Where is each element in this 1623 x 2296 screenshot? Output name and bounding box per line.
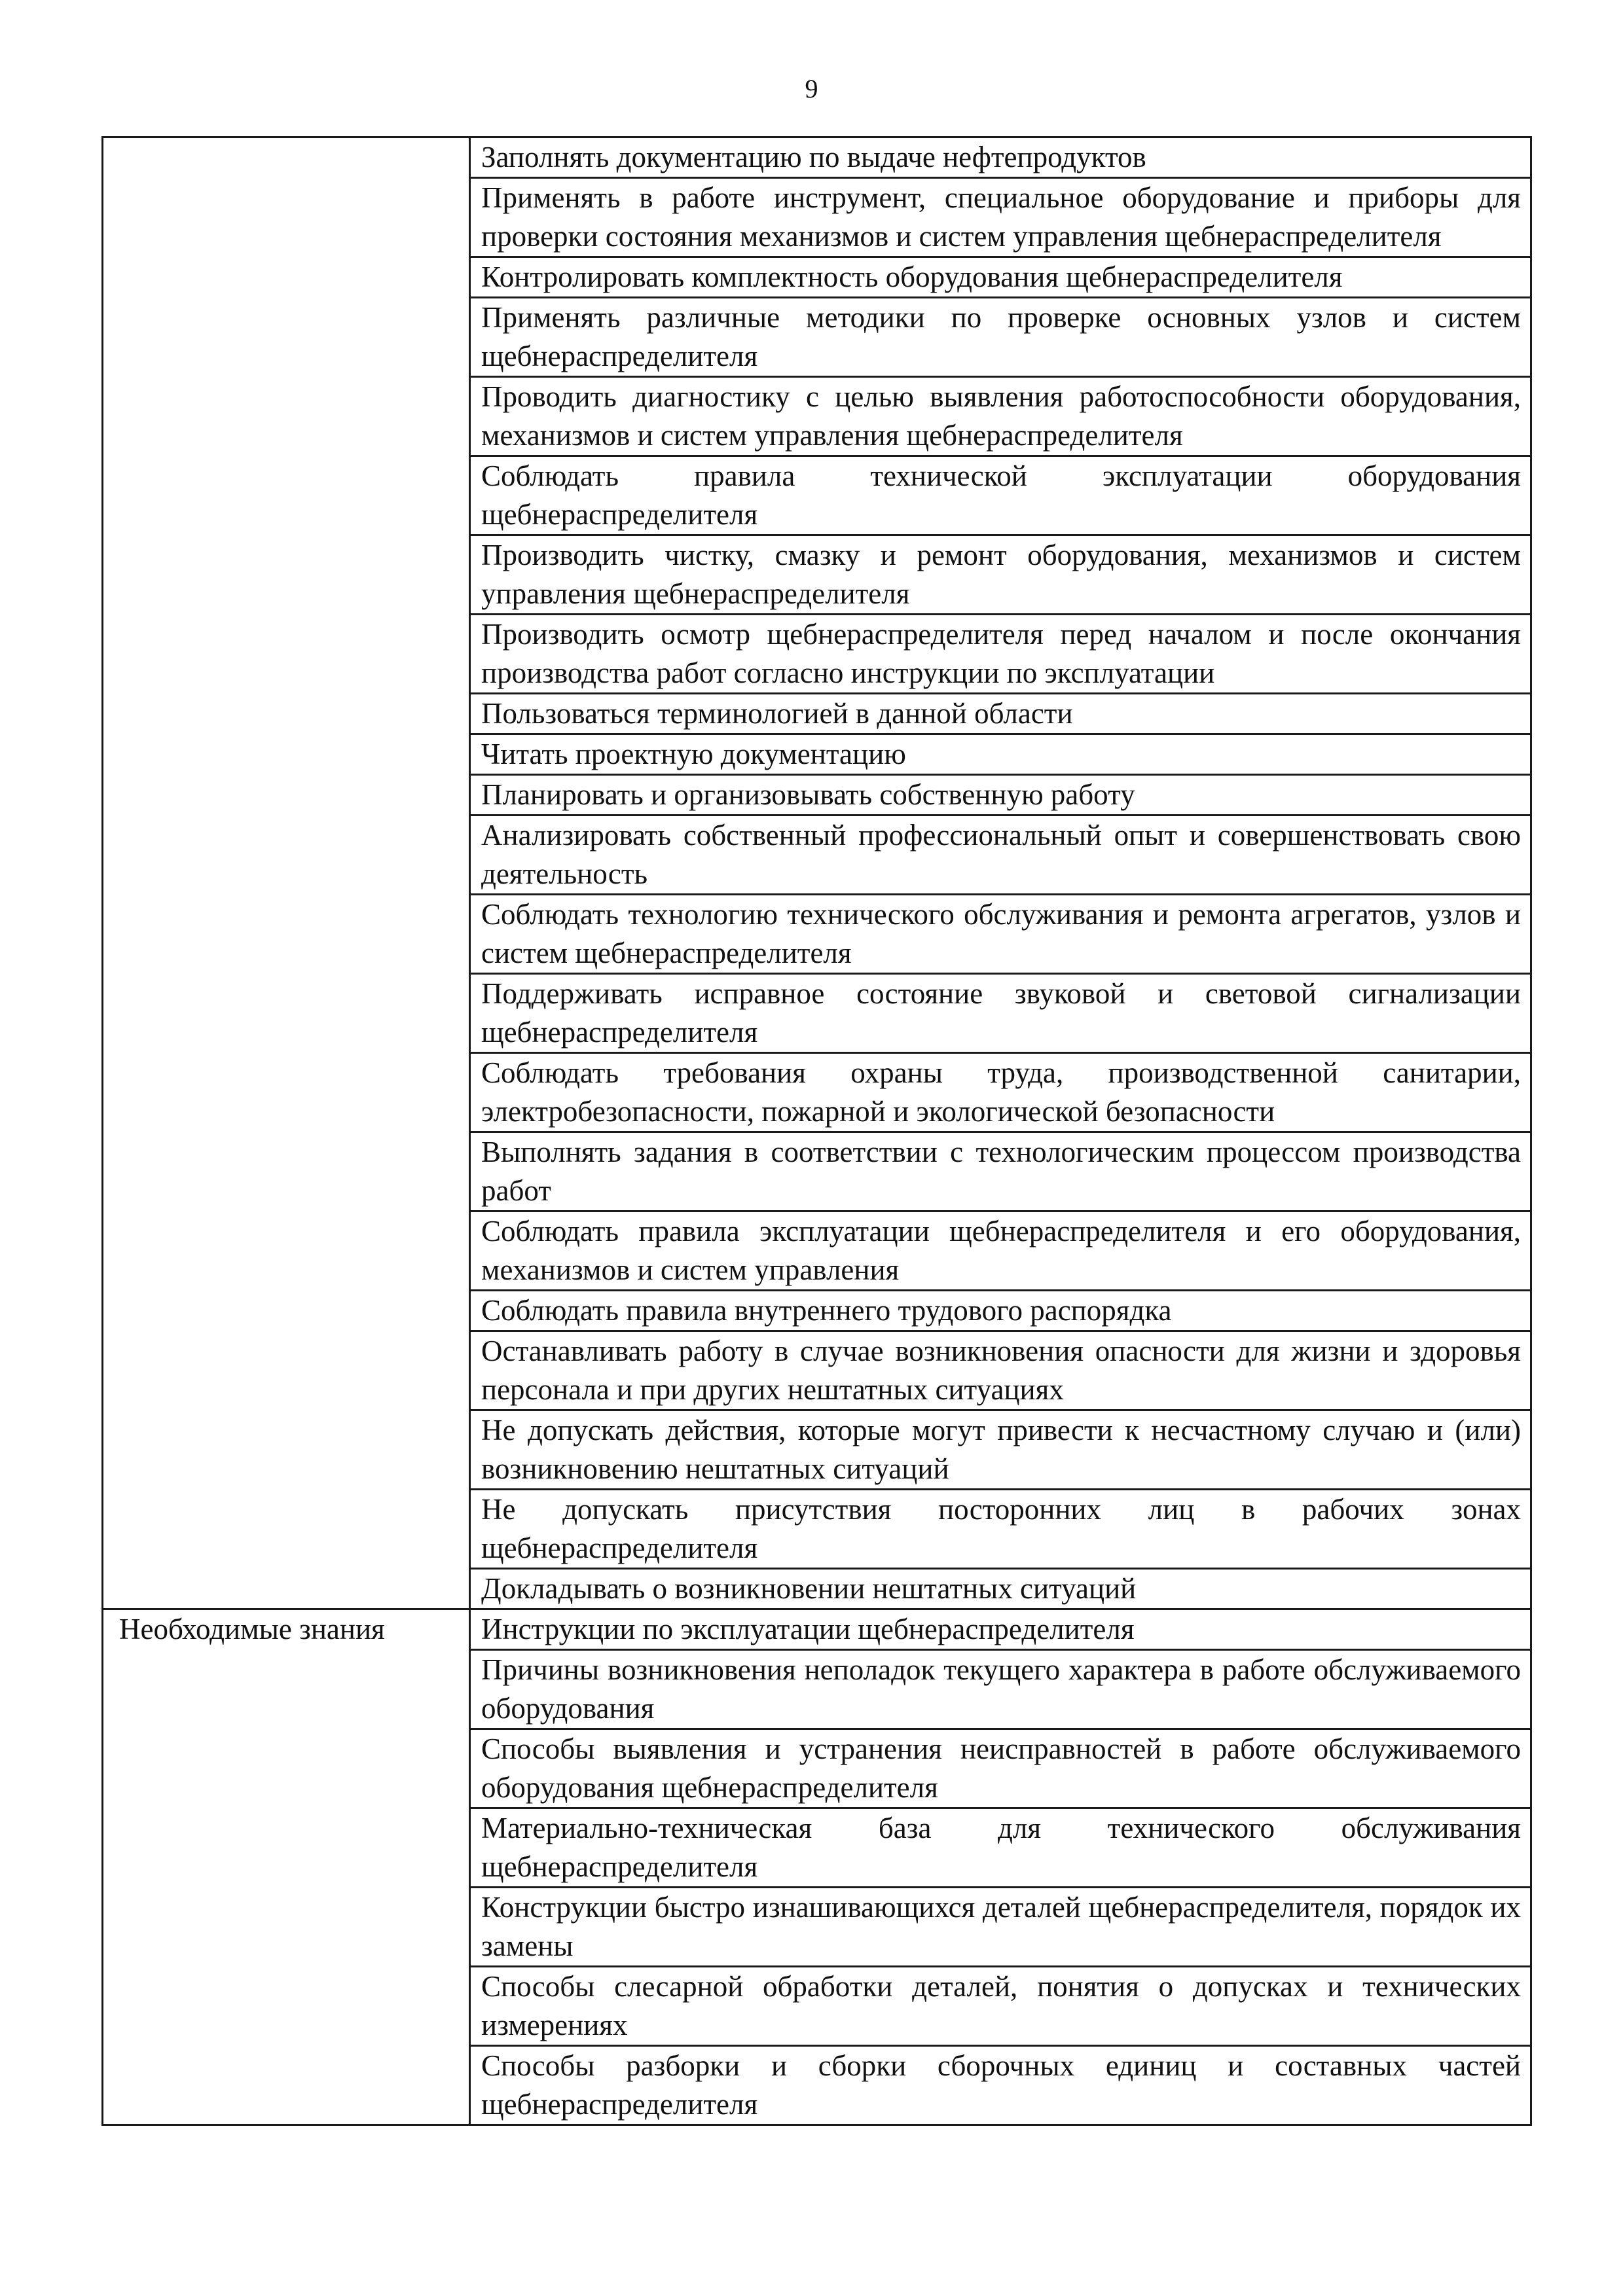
skill-item: Контролировать комплектность оборудования щебнераспределителя	[470, 257, 1531, 298]
skill-item: Выполнять задания в соответствии с технологическим процессом производства работ	[470, 1132, 1531, 1211]
skill-item: Производить чистку, смазку и ремонт оборудования, механизмов и систем управления щебнераспределителя	[470, 535, 1531, 615]
skill-item: Соблюдать технологию технического обслуживания и ремонта агрегатов, узлов и систем щебнераспределителя	[470, 895, 1531, 974]
skill-item: Останавливать работу в случае возникновения опасности для жизни и здоровья персонала и при других нештатных ситуациях	[470, 1331, 1531, 1410]
knowledge-item: Способы выявления и устранения неисправностей в работе обслуживаемого оборудования щебнераспределителя	[470, 1729, 1531, 1808]
skill-item: Соблюдать требования охраны труда, производственной санитарии, электробезопасности, пожарной и экологической безопасности	[470, 1053, 1531, 1132]
skill-item: Соблюдать правила технической эксплуатации оборудования щебнераспределителя	[470, 456, 1531, 535]
skill-item: Не допускать присутствия посторонних лиц в рабочих зонах щебнераспределителя	[470, 1490, 1531, 1569]
knowledge-item: Конструкции быстро изнашивающихся деталей щебнераспределителя, порядок их замены	[470, 1888, 1531, 1967]
knowledge-item: Причины возникновения неполадок текущего характера в работе обслуживаемого оборудования	[470, 1650, 1531, 1729]
skill-item: Планировать и организовывать собственную работу	[470, 775, 1531, 816]
knowledge-item: Материально-техническая база для технического обслуживания щебнераспределителя	[470, 1808, 1531, 1888]
knowledge-item: Способы разборки и сборки сборочных единиц и составных частей щебнераспределителя	[470, 2046, 1531, 2125]
skill-item: Применять различные методики по проверке основных узлов и систем щебнераспределителя	[470, 298, 1531, 377]
skill-item: Поддерживать исправное состояние звуковой и световой сигнализации щебнераспределителя	[470, 974, 1531, 1053]
table-row	[103, 1609, 1531, 1650]
skill-item: Применять в работе инструмент, специальное оборудование и приборы для проверки состояния механизмов и систем управления щебнераспределителя	[470, 178, 1531, 257]
knowledge-item: Инструкции по эксплуатации щебнераспределителя	[470, 1609, 1531, 1650]
skill-item: Заполнять документацию по выдаче нефтепродуктов	[470, 137, 1531, 178]
skill-item: Соблюдать правила эксплуатации щебнераспределителя и его оборудования, механизмов и систем управления	[470, 1211, 1531, 1291]
skill-item: Пользоваться терминологией в данной области	[470, 694, 1531, 734]
skill-item: Анализировать собственный профессиональный опыт и совершенствовать свою деятельность	[470, 816, 1531, 895]
knowledge-section-label: Необходимые знания	[103, 1609, 470, 2125]
page-number: 9	[805, 74, 818, 103]
table-row	[103, 137, 1531, 178]
knowledge-item: Способы слесарной обработки деталей, понятия о допусках и технических измерениях	[470, 1967, 1531, 2046]
skill-item: Не допускать действия, которые могут привести к несчастному случаю и (или) возникновению нештатных ситуаций	[470, 1410, 1531, 1490]
requirements-table	[101, 136, 1532, 2126]
skill-item: Проводить диагностику с целью выявления работоспособности оборудования, механизмов и систем управления щебнераспределителя	[470, 377, 1531, 456]
skill-item: Соблюдать правила внутреннего трудового распорядка	[470, 1291, 1531, 1331]
requirements-table-body	[103, 137, 1531, 2125]
skill-item: Читать проектную документацию	[470, 734, 1531, 775]
skill-item: Производить осмотр щебнераспределителя перед началом и после окончания производства работ согласно инструкции по эксплуатации	[470, 615, 1531, 694]
skill-item: Докладывать о возникновении нештатных ситуаций	[470, 1569, 1531, 1609]
skills-section-label-cell	[103, 137, 470, 1609]
